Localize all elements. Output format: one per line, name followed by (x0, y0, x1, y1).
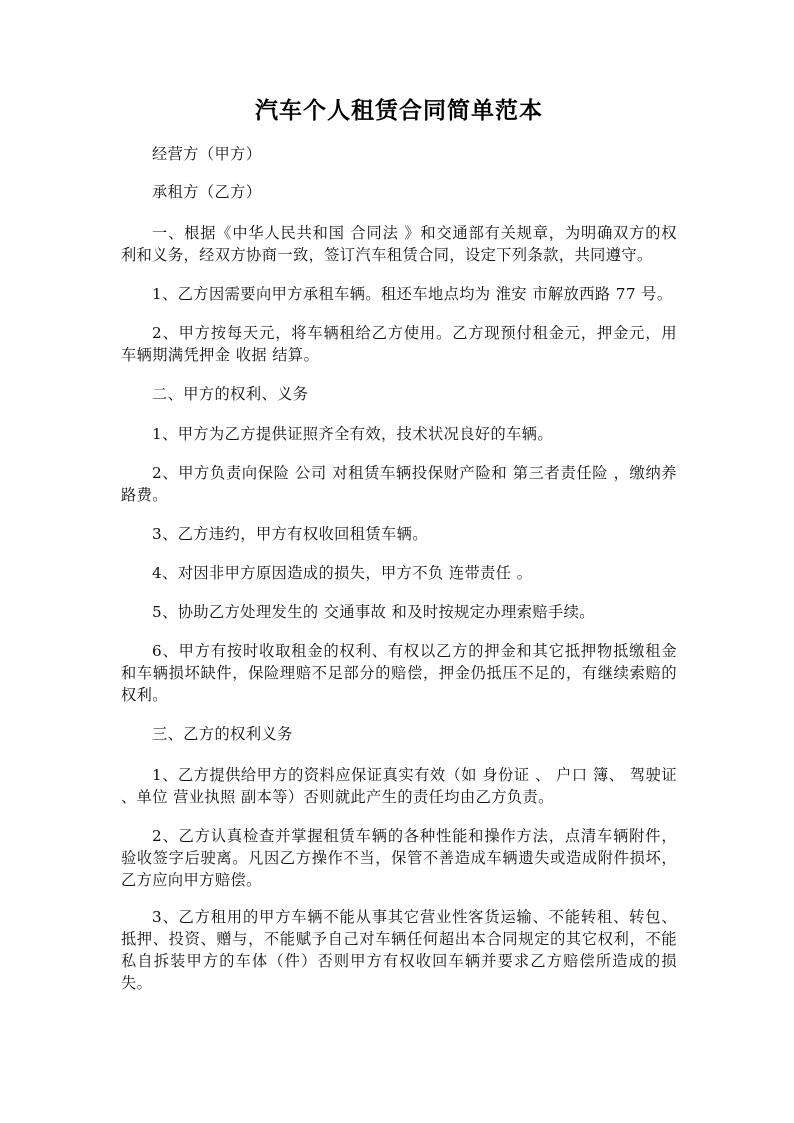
section-2-item-4: 4、对因非甲方原因造成的损失，甲方不负 连带责任 。 (152, 564, 533, 582)
section-1-item-1: 1、乙方因需要向甲方承租车辆。租还车地点均为 淮安 市解放西路 77 号。 (152, 285, 673, 303)
document-title: 汽车个人租赁合同简单范本 (255, 97, 543, 124)
party-b-label: 承租方（乙方） (152, 183, 262, 201)
section-3-item-3: 3、乙方租用的甲方车辆不能从事其它营业性客货运输、不能转租、转包、抵押、投资、赠与，不能赋予自己对车辆任何超出本合同规定的其它权利，不能私自拆装甲方的车体（件）否则甲方有权收回车辆并要求乙方赔偿所造成的损失。 (121, 908, 677, 992)
party-a-label: 经营方（甲方） (152, 145, 262, 163)
section-2-heading: 二、甲方的权利、义务 (152, 385, 309, 403)
section-2-item-5: 5、协助乙方处理发生的 交通事故 和及时按规定办理索赔手续。 (152, 603, 595, 621)
section-1-intro: 一、根据《中华人民共和国 合同法 》和交通部有关规章，为明确双方的权利和义务，经双方协商一致，签订汽车租赁合同，设定下列条款，共同遵守。 (121, 224, 677, 264)
section-2-item-1: 1、甲方为乙方提供证照齐全有效，技术状况良好的车辆。 (152, 425, 554, 443)
section-3-heading: 三、乙方的权利义务 (152, 725, 293, 743)
section-3-item-2: 2、乙方认真检查并掌握租赁车辆的各种性能和操作方法，点清车辆附件，验收签字后驶离。凡因乙方操作不当，保管不善造成车辆遗失或造成附件损坏，乙方应向甲方赔偿。 (121, 827, 677, 889)
section-2-item-6: 6、甲方有按时收取租金的权利、有权以乙方的押金和其它抵押物抵缴租金和车辆损坏缺件，保险理赔不足部分的赔偿，押金仍抵压不足的，有继续索赔的权利。 (121, 642, 677, 704)
section-2-item-2: 2、甲方负责向保险 公司 对租赁车辆投保财产险和 第三者责任险 ，缴纳养路费。 (121, 464, 677, 504)
section-3-item-1: 1、乙方提供给甲方的资料应保证真实有效（如 身份证 、 户口 簿、 驾驶证 、单位 营业执照 副本等）否则就此产生的责任均由乙方负责。 (121, 766, 677, 806)
section-1-item-2: 2、甲方按每天元，将车辆租给乙方使用。乙方现预付租金元，押金元，用车辆期满凭押金 收据 结算。 (121, 324, 677, 364)
section-2-item-3: 3、乙方违约，甲方有权收回租赁车辆。 (152, 525, 428, 543)
